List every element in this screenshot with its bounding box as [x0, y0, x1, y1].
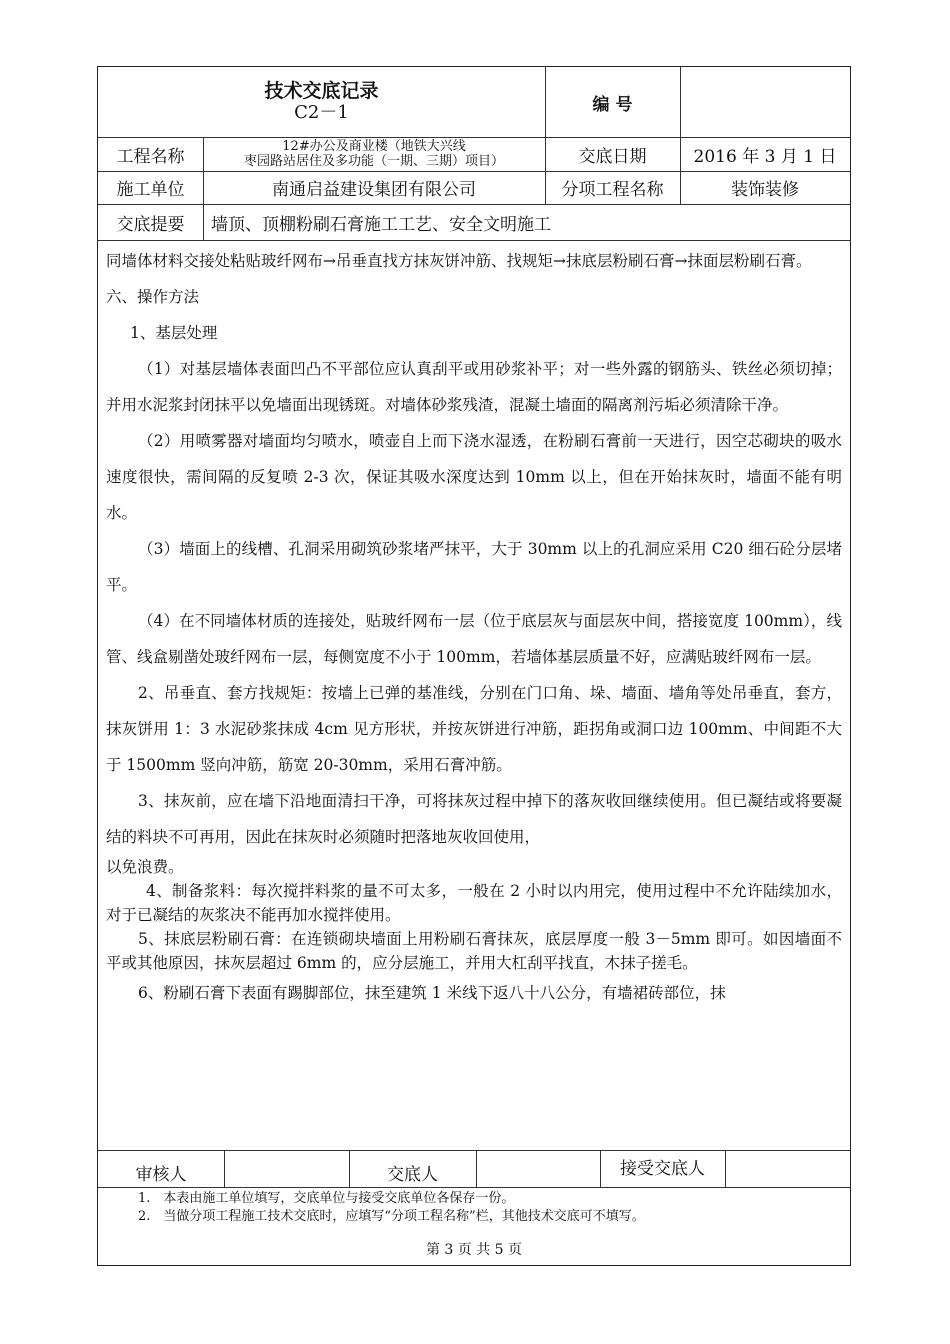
- content-paragraph: 4、制备浆料：每次搅拌料浆的量不可太多，一般在 2 小时以内用完，使用过程中不允许陆续加水，对于已凝结的灰浆决不能再加水搅拌使用。: [106, 882, 842, 924]
- date-value: 2016 年 3 月 1 日: [693, 146, 837, 167]
- receiver-label: 接受交底人: [620, 1159, 705, 1179]
- number-label: 编 号: [592, 94, 633, 115]
- content-paragraph: （1）对基层墙体表面凹凸不平部位应认真刮平或用砂浆补平；对一些外露的钢筋头、铁丝必须切掉；并用水泥浆封闭抹平以免墙面出现锈斑。对墙体砂浆残渣，混凝土墙面的隔离剂污垢必须清除干净。: [106, 360, 842, 414]
- page-number: 第 3 页 共 5 页: [425, 1242, 523, 1258]
- content-paragraph: 以免浪费。: [106, 858, 184, 876]
- unit-label: 施工单位: [116, 180, 185, 200]
- presenter-label: 交底人: [387, 1165, 438, 1185]
- section-heading: 六、操作方法: [106, 288, 200, 306]
- reviewer-label: 审核人: [135, 1165, 187, 1185]
- project-name-value: [203, 137, 545, 171]
- subsection-heading: 1、基层处理: [130, 324, 218, 342]
- number-value: [680, 67, 850, 137]
- record-form: [97, 66, 851, 1266]
- date-label: 交底日期: [578, 146, 647, 167]
- subproject-label: 分项工程名称: [561, 180, 664, 200]
- summary-label: 交底提要: [116, 214, 185, 235]
- content-paragraph: 3、抹灰前，应在墙下沿地面清扫干净，可将抹灰过程中掉下的落灰收回继续使用。但已凝结或将要凝结的料块不可再用，因此在抹灰时必须随时把落地灰收回使用，: [106, 792, 842, 846]
- content-paragraph: 6、粉刷石膏下表面有踢脚部位，抹至建筑 1 米线下返八十八公分，有墙裙砖部位，抹: [138, 984, 726, 1002]
- form-code: C2－1: [294, 102, 349, 123]
- project-name-label: 工程名称: [116, 146, 185, 167]
- disclosure-content: [106, 243, 842, 1011]
- note-item: 1. 本表由施工单位填写，交底单位与接受交底单位各保存一份。: [138, 1191, 515, 1206]
- subproject-value: 装饰装修: [731, 180, 799, 200]
- receiver-signature: [725, 1150, 850, 1187]
- notes: [138, 1190, 645, 1226]
- unit-value: 南通启益建设集团有限公司: [272, 180, 476, 200]
- content-paragraph: 2、吊垂直、套方找规矩：按墙上已弹的基准线，分别在门口角、垛、墙面、墙角等处吊垂直，套方，抹灰饼用 1：3 水泥砂浆抹成 4cm 见方形状，并按灰饼进行冲筋，距拐角或洞口边 100mm、中间距不大于 1500mm 竖向冲筋，筋宽 20-30mm，采用石膏冲筋。: [106, 684, 842, 774]
- form-title: 技术交底记录: [264, 80, 379, 102]
- note-item: 2. 当做分项工程施工技术交底时，应填写“分项工程名称”栏，其他技术交底可不填写。: [138, 1209, 645, 1224]
- reviewer-signature: [224, 1150, 349, 1187]
- form-title-block: [98, 67, 545, 137]
- content-paragraph: （3）墙面上的线槽、孔洞采用砌筑砂浆堵严抹平，大于 30mm 以上的孔洞应采用 C20 细石砼分层堵平。: [106, 540, 842, 594]
- content-paragraph: 5、抹底层粉刷石膏：在连锁砌块墙面上用粉刷石膏抹灰，底层厚度一般 3－5mm 即可。如因墙面不平或其他原因，抹灰层超过 6mm 的，应分层施工，并用大杠刮平找直，木抹子搓毛。: [106, 930, 842, 972]
- presenter-signature: [476, 1150, 600, 1187]
- project-name-line1: 12#办公及商业楼（地铁大兴线: [282, 139, 466, 154]
- summary-value: 墙顶、顶棚粉刷石膏施工工艺、安全文明施工: [211, 214, 551, 235]
- project-name-line2: 枣园路站居住及多功能（一期、三期）项目）: [243, 154, 504, 169]
- content-paragraph: （2）用喷雾器对墙面均匀喷水，喷壶自上而下浇水湿透，在粉刷石膏前一天进行，因空芯砌块的吸水速度很快，需间隔的反复喷 2-3 次，保证其吸水深度达到 10mm 以上，但在开始抹灰时，墙面不能有明水。: [106, 432, 842, 522]
- content-paragraph: 同墙体材料交接处粘贴玻纤网布→吊垂直找方抹灰饼冲筋、找规矩→抹底层粉刷石膏→抹面层粉刷石膏。: [106, 252, 812, 270]
- content-paragraph: （4）在不同墙体材质的连接处，贴玻纤网布一层（位于底层灰与面层灰中间，搭接宽度 100mm），线管、线盒剔凿处玻纤网布一层，每侧宽度不小于 100mm，若墙体基层质量不好，应满贴玻纤网布一层。: [106, 612, 842, 666]
